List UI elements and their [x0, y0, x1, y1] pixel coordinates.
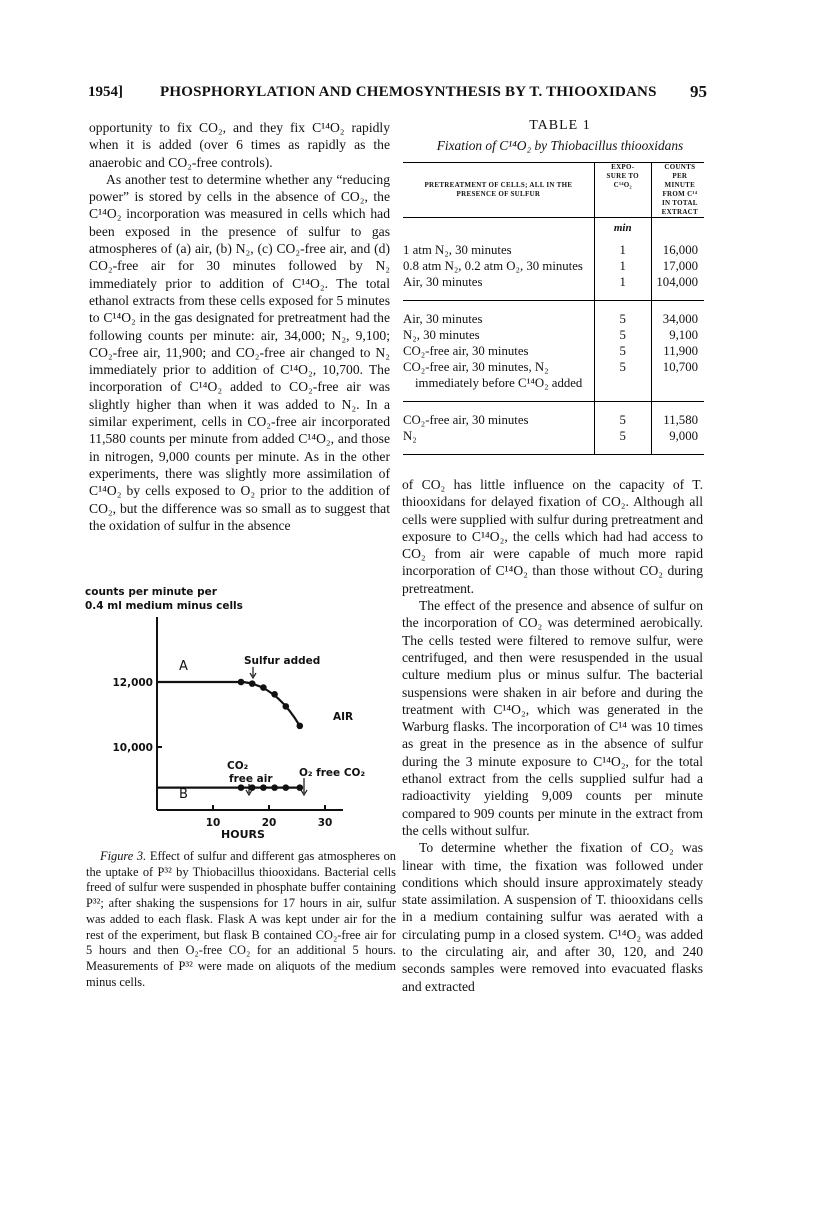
pretreatment-cell: CO₂-free air, 30 minutes — [403, 344, 529, 358]
series-label-A: A — [179, 659, 188, 674]
data-point-B — [271, 784, 278, 791]
right-paragraph-2: The effect of the presence and absence of sulfur on the incorporation of CO₂ was determined aerobically. The cells tested were filtered to remove sulfur, were centrifuged, and then were resuspended in the usual culture medium plus or minus sulfur. The bacterial suspensions were shaken in air before and during the treatment with C¹⁴O₂, which was generated in the Warburg flasks. The incorporation of C¹⁴ was 10 times as great in the presence as in the absence of sulfur during the 3 minute exposure to C¹⁴O₂, for the total ethanol extract from the cells supplied sulfur had a radioactivity yielding 9,009 counts per minute compared to 909 counts per minute in the extract from the cells without sulfur. — [402, 598, 703, 838]
figure-y-label-line1: counts per minute per — [85, 586, 217, 598]
x-ticks — [206, 805, 333, 829]
exposure-cell: 5 — [594, 402, 651, 429]
free-air-annotation: free air — [229, 773, 273, 785]
data-point-A — [238, 679, 245, 686]
o2-free-co2-annotation: O₂ free CO₂ — [299, 767, 366, 779]
unit-label: min — [594, 218, 651, 243]
series-label-B: B — [179, 787, 188, 802]
unit-row — [403, 218, 704, 243]
data-point-B — [249, 784, 256, 791]
data-point-A — [249, 680, 256, 687]
header-exposure: EXPO-SURE TO C¹⁴O₂ — [594, 163, 651, 218]
data-point-B — [283, 784, 290, 791]
left-paragraph-2: As another test to determine whether any “reducing power” is stored by cells in the absence of CO₂, the C¹⁴O₂ incorporation was measured in cells which had been exposed in the presence of sulfur to gas atmospheres of (a) air, (b) N₂, (c) CO₂-free air, and (d) CO₂-free air for 30 minutes followed by N₂ immediately prior to addition of C¹⁴O₂. The total ethanol extracts from these cells exposed for 5 minutes to C¹⁴O₂ in the gas designated for pretreatment had the following counts per minute: air, 34,000; N₂, 9,100; CO₂-free air, 11,900; and CO₂-free air changed to N₂ immediately prior to addition of C¹⁴O₂, 10,700. The incorporation of C¹⁴O₂ added to CO₂-free air was slightly higher than when it was added to N₂. In a similar experiment, cells in CO₂-free air incorporated 11,580 counts per minute from added C¹⁴O₂, and those in nitrogen, 9,000 counts per minute. As in the other experiments, there was slightly more assimilation of C¹⁴O₂ by cells exposed to O₂ prior to the addition of CO₂, but the difference was so small as to suggest that the oxidation of sulfur in the absence — [89, 171, 390, 533]
data-point-A — [271, 691, 278, 698]
exposure-cell: 1 — [594, 258, 651, 274]
table-header-row — [403, 163, 704, 218]
pretreatment-cell: N₂, 30 minutes — [403, 328, 480, 342]
counts-cell: 9,100 — [651, 327, 704, 343]
table-row — [403, 359, 704, 402]
counts-cell: 11,900 — [651, 343, 704, 359]
exposure-cell: 5 — [594, 327, 651, 343]
table-subtitle: Fixation of C¹⁴O₂ by Thiobacillus thiooxidans — [436, 138, 684, 153]
co2-annotation: CO₂ — [227, 760, 249, 772]
pretreatment-cell: N₂ — [403, 429, 417, 443]
header-counts: COUNTS PER MINUTE FROM C¹⁴ IN TOTAL EXTRACT — [651, 163, 704, 218]
pretreatment-cell: Air, 30 minutes — [403, 275, 483, 289]
caption-text: Effect of sulfur and different gas atmospheres on the uptake of P³² by Thiobacillus thiooxidans. Bacterial cells freed of sulfur were suspended in phosphate buffer containing P³²; after shaking the suspensions for 17 hours in air, sulfur was added to each flask. Flask A was kept under air for the rest of the experiment, but flask B contained CO₂-free air for 5 hours and then O₂-free CO₂ for an additional 5 hours. Measurements of P³² were made on aliquots of the medium minus cells. — [86, 849, 396, 989]
x-tick-label: 20 — [261, 817, 277, 829]
pretreatment-cell: CO₂-free air, 30 minutes, N₂ immediately before C¹⁴O₂ added — [403, 360, 583, 390]
data-point-B — [238, 784, 245, 791]
figure-y-label — [85, 585, 243, 613]
exposure-cell: 5 — [594, 343, 651, 359]
table-row — [403, 258, 704, 274]
table-title: TABLE 1 — [529, 118, 591, 133]
table-row — [403, 428, 704, 455]
sulfur-annotation: Sulfur added — [244, 655, 321, 667]
exposure-cell: 1 — [594, 242, 651, 258]
exposure-cell: 1 — [594, 274, 651, 301]
page-number: 95 — [690, 82, 707, 101]
figure-y-label-line2: 0.4 ml medium minus cells — [85, 600, 243, 612]
y-ticks — [112, 677, 162, 754]
pretreatment-cell: CO₂-free air, 30 minutes — [403, 413, 529, 427]
y-tick-label: 10,000 — [112, 742, 153, 754]
data-point-B — [260, 784, 267, 791]
table-1 — [403, 162, 704, 455]
series-line-A — [157, 682, 300, 726]
y-tick-label: 12,000 — [112, 677, 153, 689]
figure-caption — [86, 849, 396, 990]
air-annotation: AIR — [333, 711, 354, 723]
data-point-B — [297, 784, 304, 791]
right-paragraph-3: To determine whether the fixation of CO₂ was linear with time, the fixation was followed under conditions which should insure approximately steady state assimilation. A suspension of T. thiooxidans cells in a medium containing sulfur was aerated with a circulating pump in a closed system. C¹⁴O₂ was added to the circulating air, and after 30, 120, and 240 seconds samples were removed into evacuated flasks and extracted — [402, 840, 703, 994]
caption-label: Figure 3. — [100, 849, 147, 863]
table-row — [403, 274, 704, 301]
figure-3-chart — [85, 612, 375, 840]
exposure-cell: 5 — [594, 301, 651, 328]
counts-cell: 9,000 — [651, 428, 704, 455]
table-row — [403, 327, 704, 343]
running-head-title: PHOSPHORYLATION AND CHEMOSYNTHESIS BY T. THIOOXIDANS — [160, 84, 657, 100]
counts-cell: 17,000 — [651, 258, 704, 274]
counts-cell: 11,580 — [651, 402, 704, 429]
exposure-cell: 5 — [594, 428, 651, 455]
table-row — [403, 343, 704, 359]
pretreatment-cell: 0.8 atm N₂, 0.2 atm O₂, 30 minutes — [403, 259, 583, 273]
table-row — [403, 301, 704, 328]
data-point-A — [260, 684, 267, 691]
pretreatment-cell: Air, 30 minutes — [403, 312, 483, 326]
counts-cell: 16,000 — [651, 242, 704, 258]
table-title-block — [405, 118, 715, 154]
data-point-A — [297, 723, 304, 730]
table-row — [403, 242, 704, 258]
x-axis-label: HOURS — [221, 828, 265, 840]
counts-cell: 10,700 — [651, 359, 704, 402]
exposure-cell: 5 — [594, 359, 651, 402]
running-head-year: 1954] — [88, 84, 123, 100]
data-point-A — [283, 703, 290, 710]
right-column — [402, 476, 703, 995]
counts-cell: 104,000 — [651, 274, 704, 301]
table-row — [403, 402, 704, 429]
counts-cell: 34,000 — [651, 301, 704, 328]
x-tick-label: 10 — [205, 817, 221, 829]
left-paragraph-1: opportunity to fix CO₂, and they fix C¹⁴O₂ rapidly when it is added (over 6 times as rapidly as the anaerobic and CO₂-free controls). — [89, 120, 390, 170]
header-pretreatment: PRETREATMENT OF CELLS; ALL IN THE PRESENCE OF SULFUR — [424, 181, 573, 198]
pretreatment-cell: 1 atm N₂, 30 minutes — [403, 243, 512, 257]
x-tick-label: 30 — [317, 817, 333, 829]
right-paragraph-1: of CO₂ has little influence on the capacity of T. thiooxidans for delayed fixation of CO₂. Although all cells were supplied with sulfur during pretreatment and exposure to C¹⁴O₂, the cells which had had access to CO₂ from air were capable of much more rapid incorporation of C¹⁴O₂ than those without CO₂ during pretreatment. — [402, 477, 703, 596]
left-column — [89, 119, 390, 534]
